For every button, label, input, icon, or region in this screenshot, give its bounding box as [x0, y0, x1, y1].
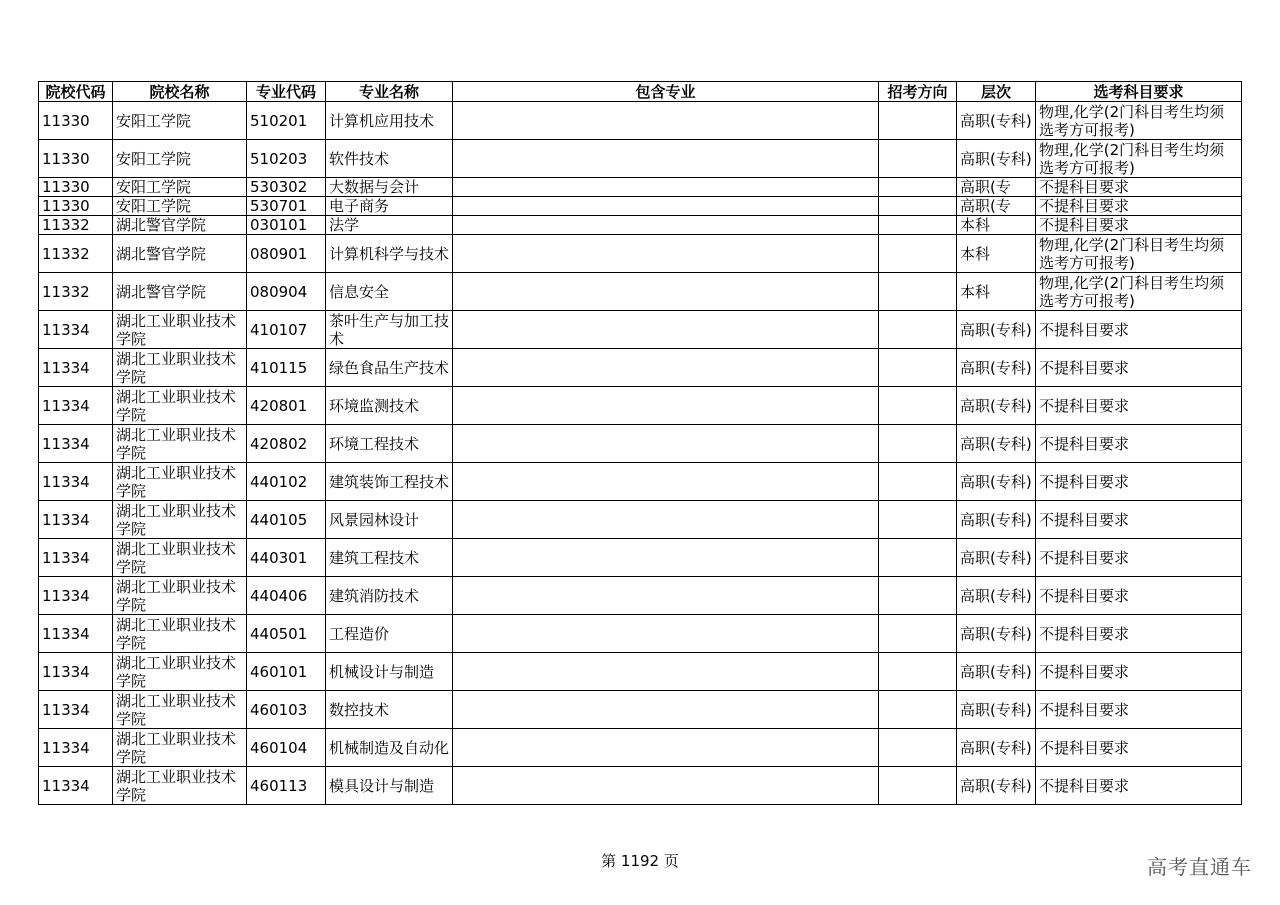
cell-school-code: 11330 [39, 102, 113, 140]
cell-major-name: 建筑装饰工程技术 [326, 463, 453, 501]
cell-level: 本科 [957, 216, 1036, 235]
cell-school-name: 安阳工学院 [113, 197, 247, 216]
cell-subject-requirement: 不提科目要求 [1036, 729, 1242, 767]
cell-subject-requirement: 不提科目要求 [1036, 349, 1242, 387]
table-row [39, 767, 1242, 805]
cell-direction [879, 140, 957, 178]
cell-school-name: 湖北工业职业技术学院 [113, 615, 247, 653]
table-row [39, 349, 1242, 387]
cell-subject-requirement: 不提科目要求 [1036, 767, 1242, 805]
cell-direction [879, 767, 957, 805]
cell-direction [879, 539, 957, 577]
cell-level: 高职(专科) [957, 615, 1036, 653]
header-major-name: 专业名称 [326, 82, 453, 102]
cell-direction [879, 235, 957, 273]
cell-major-name: 模具设计与制造 [326, 767, 453, 805]
cell-school-name: 湖北工业职业技术学院 [113, 349, 247, 387]
cell-subject-requirement: 不提科目要求 [1036, 197, 1242, 216]
cell-major-name: 机械制造及自动化 [326, 729, 453, 767]
cell-major-code: 440105 [247, 501, 326, 539]
table-row [39, 539, 1242, 577]
cell-school-code: 11334 [39, 577, 113, 615]
cell-major-name: 茶叶生产与加工技术 [326, 311, 453, 349]
cell-included-majors [453, 311, 879, 349]
cell-major-name: 大数据与会计 [326, 178, 453, 197]
cell-included-majors [453, 501, 879, 539]
cell-direction [879, 216, 957, 235]
table-row [39, 425, 1242, 463]
cell-school-name: 湖北工业职业技术学院 [113, 539, 247, 577]
cell-level: 高职(专科) [957, 463, 1036, 501]
cell-major-code: 510201 [247, 102, 326, 140]
cell-level: 高职(专科) [957, 653, 1036, 691]
cell-level: 高职(专科) [957, 140, 1036, 178]
cell-school-name: 湖北工业职业技术学院 [113, 425, 247, 463]
cell-included-majors [453, 349, 879, 387]
cell-included-majors [453, 691, 879, 729]
cell-school-name: 湖北警官学院 [113, 273, 247, 311]
header-school-name: 院校名称 [113, 82, 247, 102]
cell-major-code: 530302 [247, 178, 326, 197]
cell-major-code: 440501 [247, 615, 326, 653]
cell-direction [879, 273, 957, 311]
header-school-code: 院校代码 [39, 82, 113, 102]
cell-included-majors [453, 387, 879, 425]
cell-major-name: 电子商务 [326, 197, 453, 216]
cell-subject-requirement: 不提科目要求 [1036, 311, 1242, 349]
cell-subject-requirement: 不提科目要求 [1036, 216, 1242, 235]
cell-school-name: 湖北工业职业技术学院 [113, 767, 247, 805]
cell-major-name: 数控技术 [326, 691, 453, 729]
table-row [39, 577, 1242, 615]
cell-major-name: 计算机科学与技术 [326, 235, 453, 273]
cell-school-code: 11334 [39, 387, 113, 425]
cell-school-code: 11330 [39, 140, 113, 178]
table-row [39, 501, 1242, 539]
page-number: 第 1192 页 [601, 852, 679, 870]
cell-direction [879, 729, 957, 767]
cell-major-name: 软件技术 [326, 140, 453, 178]
cell-included-majors [453, 653, 879, 691]
cell-school-code: 11330 [39, 178, 113, 197]
table-header [39, 82, 1242, 102]
table-row [39, 140, 1242, 178]
table-row [39, 311, 1242, 349]
cell-subject-requirement: 不提科目要求 [1036, 577, 1242, 615]
cell-subject-requirement: 不提科目要求 [1036, 463, 1242, 501]
cell-level: 高职(专科) [957, 729, 1036, 767]
cell-major-name: 工程造价 [326, 615, 453, 653]
cell-school-name: 湖北警官学院 [113, 235, 247, 273]
cell-school-code: 11330 [39, 197, 113, 216]
cell-major-code: 510203 [247, 140, 326, 178]
cell-subject-requirement: 不提科目要求 [1036, 539, 1242, 577]
cell-school-name: 湖北工业职业技术学院 [113, 577, 247, 615]
cell-major-code: 410107 [247, 311, 326, 349]
cell-level: 本科 [957, 273, 1036, 311]
cell-included-majors [453, 767, 879, 805]
cell-included-majors [453, 235, 879, 273]
cell-school-code: 11332 [39, 216, 113, 235]
cell-direction [879, 615, 957, 653]
cell-level: 高职(专 [957, 178, 1036, 197]
cell-direction [879, 501, 957, 539]
cell-subject-requirement: 不提科目要求 [1036, 425, 1242, 463]
cell-direction [879, 425, 957, 463]
cell-school-code: 11334 [39, 463, 113, 501]
table-row [39, 197, 1242, 216]
cell-school-name: 湖北工业职业技术学院 [113, 387, 247, 425]
cell-major-name: 环境工程技术 [326, 425, 453, 463]
cell-included-majors [453, 463, 879, 501]
admission-table [38, 81, 1242, 805]
header-row [39, 82, 1242, 102]
cell-major-name: 风景园林设计 [326, 501, 453, 539]
cell-level: 高职(专科) [957, 311, 1036, 349]
cell-major-name: 绿色食品生产技术 [326, 349, 453, 387]
cell-level: 高职(专科) [957, 539, 1036, 577]
cell-level: 高职(专科) [957, 577, 1036, 615]
cell-major-code: 080901 [247, 235, 326, 273]
cell-major-name: 计算机应用技术 [326, 102, 453, 140]
cell-subject-requirement: 物理,化学(2门科目考生均须选考方可报考) [1036, 102, 1242, 140]
cell-school-code: 11334 [39, 729, 113, 767]
table-body [39, 102, 1242, 805]
header-level: 层次 [957, 82, 1036, 102]
cell-subject-requirement: 不提科目要求 [1036, 501, 1242, 539]
cell-school-code: 11332 [39, 273, 113, 311]
watermark-logo: 高考直通车 [1147, 855, 1252, 879]
cell-direction [879, 577, 957, 615]
table-row [39, 463, 1242, 501]
cell-major-name: 法学 [326, 216, 453, 235]
cell-subject-requirement: 物理,化学(2门科目考生均须选考方可报考) [1036, 273, 1242, 311]
cell-school-name: 湖北警官学院 [113, 216, 247, 235]
cell-direction [879, 311, 957, 349]
cell-level: 高职(专科) [957, 387, 1036, 425]
cell-subject-requirement: 不提科目要求 [1036, 178, 1242, 197]
cell-included-majors [453, 615, 879, 653]
cell-level: 高职(专科) [957, 501, 1036, 539]
cell-school-code: 11334 [39, 615, 113, 653]
table-row [39, 273, 1242, 311]
table-row [39, 102, 1242, 140]
table-row [39, 235, 1242, 273]
cell-school-name: 湖北工业职业技术学院 [113, 463, 247, 501]
header-major-code: 专业代码 [247, 82, 326, 102]
cell-major-code: 420801 [247, 387, 326, 425]
cell-subject-requirement: 不提科目要求 [1036, 387, 1242, 425]
cell-school-code: 11334 [39, 539, 113, 577]
cell-direction [879, 463, 957, 501]
cell-school-code: 11334 [39, 653, 113, 691]
cell-included-majors [453, 577, 879, 615]
cell-school-code: 11334 [39, 425, 113, 463]
cell-major-code: 440406 [247, 577, 326, 615]
cell-included-majors [453, 140, 879, 178]
cell-school-name: 湖北工业职业技术学院 [113, 653, 247, 691]
cell-direction [879, 102, 957, 140]
cell-major-name: 信息安全 [326, 273, 453, 311]
cell-major-name: 建筑消防技术 [326, 577, 453, 615]
cell-subject-requirement: 不提科目要求 [1036, 691, 1242, 729]
cell-school-name: 安阳工学院 [113, 140, 247, 178]
cell-school-name: 安阳工学院 [113, 178, 247, 197]
cell-major-code: 410115 [247, 349, 326, 387]
cell-major-code: 440102 [247, 463, 326, 501]
cell-major-name: 环境监测技术 [326, 387, 453, 425]
cell-subject-requirement: 不提科目要求 [1036, 653, 1242, 691]
cell-major-code: 080904 [247, 273, 326, 311]
cell-included-majors [453, 102, 879, 140]
cell-included-majors [453, 216, 879, 235]
cell-direction [879, 178, 957, 197]
cell-school-name: 湖北工业职业技术学院 [113, 691, 247, 729]
cell-included-majors [453, 729, 879, 767]
table-row [39, 691, 1242, 729]
cell-level: 本科 [957, 235, 1036, 273]
cell-major-code: 460103 [247, 691, 326, 729]
cell-school-code: 11334 [39, 691, 113, 729]
cell-major-code: 030101 [247, 216, 326, 235]
cell-level: 高职(专科) [957, 425, 1036, 463]
cell-school-name: 湖北工业职业技术学院 [113, 311, 247, 349]
cell-subject-requirement: 物理,化学(2门科目考生均须选考方可报考) [1036, 235, 1242, 273]
cell-level: 高职(专科) [957, 349, 1036, 387]
cell-major-code: 420802 [247, 425, 326, 463]
cell-major-code: 460101 [247, 653, 326, 691]
cell-school-code: 11334 [39, 767, 113, 805]
table-row [39, 178, 1242, 197]
header-direction: 招考方向 [879, 82, 957, 102]
cell-direction [879, 197, 957, 216]
table-row [39, 729, 1242, 767]
cell-direction [879, 349, 957, 387]
cell-major-code: 530701 [247, 197, 326, 216]
cell-subject-requirement: 物理,化学(2门科目考生均须选考方可报考) [1036, 140, 1242, 178]
cell-direction [879, 691, 957, 729]
table-row [39, 216, 1242, 235]
cell-included-majors [453, 197, 879, 216]
cell-included-majors [453, 539, 879, 577]
cell-included-majors [453, 273, 879, 311]
table-row [39, 615, 1242, 653]
cell-level: 高职(专科) [957, 691, 1036, 729]
header-included-majors: 包含专业 [453, 82, 879, 102]
cell-school-code: 11332 [39, 235, 113, 273]
cell-level: 高职(专科) [957, 102, 1036, 140]
cell-major-code: 440301 [247, 539, 326, 577]
cell-major-code: 460113 [247, 767, 326, 805]
cell-school-name: 安阳工学院 [113, 102, 247, 140]
cell-subject-requirement: 不提科目要求 [1036, 615, 1242, 653]
header-subject-requirement: 选考科目要求 [1036, 82, 1242, 102]
cell-direction [879, 653, 957, 691]
table-row [39, 653, 1242, 691]
cell-school-code: 11334 [39, 349, 113, 387]
cell-school-code: 11334 [39, 311, 113, 349]
cell-included-majors [453, 425, 879, 463]
table-row [39, 387, 1242, 425]
cell-school-code: 11334 [39, 501, 113, 539]
cell-level: 高职(专 [957, 197, 1036, 216]
cell-level: 高职(专科) [957, 767, 1036, 805]
cell-included-majors [453, 178, 879, 197]
cell-direction [879, 387, 957, 425]
cell-school-name: 湖北工业职业技术学院 [113, 729, 247, 767]
cell-school-name: 湖北工业职业技术学院 [113, 501, 247, 539]
cell-major-name: 建筑工程技术 [326, 539, 453, 577]
cell-major-name: 机械设计与制造 [326, 653, 453, 691]
cell-major-code: 460104 [247, 729, 326, 767]
